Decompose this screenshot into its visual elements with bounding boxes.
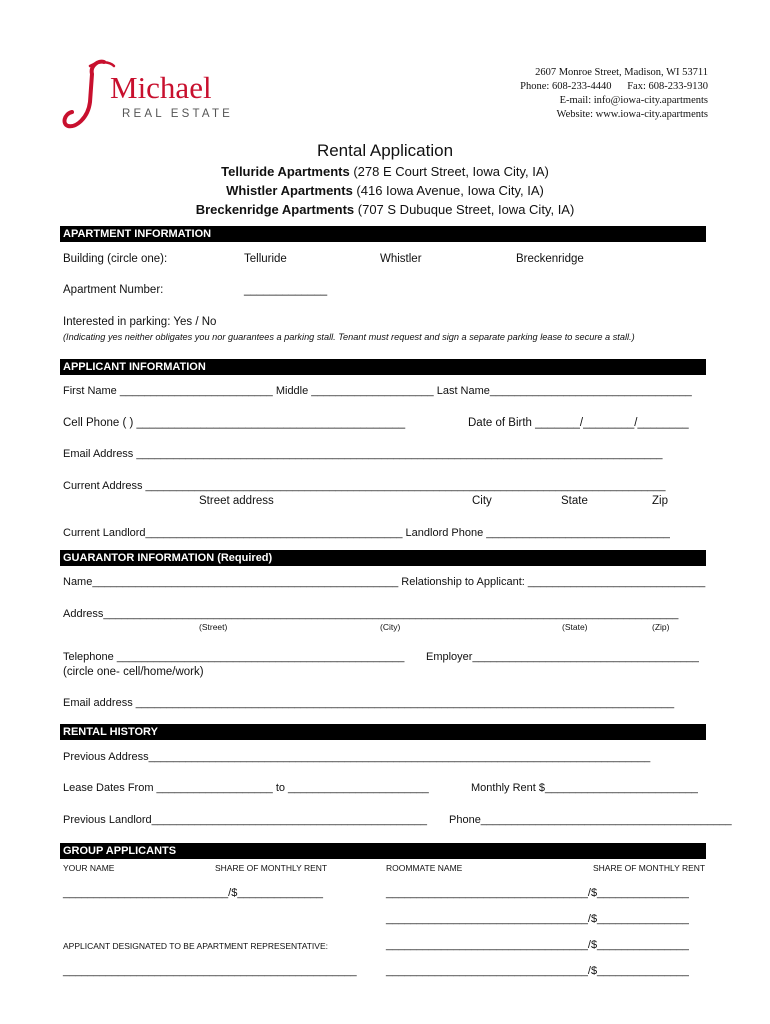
section-header-apartment: APARTMENT INFORMATION <box>60 226 706 242</box>
property-name: Breckenridge Apartments <box>195 202 355 217</box>
applicant-name-row[interactable]: First Name _________________________ Middle ____________________ Last Name_________________________________ <box>63 385 692 397</box>
building-option-whistler[interactable]: Whistler <box>380 253 422 265</box>
col-your-name: YOUR NAME <box>63 863 115 873</box>
sub-zip: Zip <box>652 495 668 507</box>
guarantor-email-field[interactable]: Email address ________________________________________________________________________________________ <box>63 697 675 709</box>
logo-name: Michael <box>110 70 212 105</box>
property-name: Telluride Apartments <box>221 164 350 179</box>
parking-question[interactable]: Interested in parking: Yes / No <box>63 316 217 328</box>
roommate-line-2[interactable]: _________________________________/$_______________ <box>386 913 689 925</box>
guarantor-sub-street: (Street) <box>199 622 228 632</box>
contact-address: 2607 Monroe Street, Madison, WI 53711 <box>535 67 708 78</box>
property-address: (707 S Dubuque Street, Iowa City, IA) <box>354 202 575 217</box>
building-option-breckenridge[interactable]: Breckenridge <box>516 253 584 265</box>
guarantor-phone-type[interactable]: (circle one- cell/home/work) <box>63 666 204 678</box>
property-address: (278 E Court Street, Iowa City, IA) <box>349 164 549 179</box>
contact-phone: Phone: 608-233-4440 <box>520 81 612 92</box>
guarantor-address-field[interactable]: Address______________________________________________________________________________________________ <box>63 608 679 620</box>
company-logo <box>60 56 250 136</box>
col-share-1: SHARE OF MONTHLY RENT <box>215 863 328 873</box>
sub-street-address: Street address <box>199 495 274 507</box>
logo-tagline: REAL ESTATE <box>122 108 234 120</box>
sub-city: City <box>472 495 492 507</box>
guarantor-sub-zip: (Zip) <box>652 622 670 632</box>
section-header-applicant: APPLICANT INFORMATION <box>60 359 706 375</box>
property-line-2 <box>0 183 770 198</box>
email-address-field[interactable]: Email Address ______________________________________________________________________________________ <box>63 448 663 460</box>
property-name: Whistler Apartments <box>226 183 353 198</box>
guarantor-sub-city: (City) <box>380 622 401 632</box>
col-roommate-name: ROOMMATE NAME <box>386 863 463 873</box>
property-address: (416 Iowa Avenue, Iowa City, IA) <box>352 183 544 198</box>
contact-fax: Fax: 608-233-9130 <box>627 81 708 92</box>
roommate-line-1[interactable]: _________________________________/$_______________ <box>386 887 689 899</box>
apartment-number-field[interactable]: _____________ <box>244 284 328 296</box>
contact-email: E-mail: info@iowa-city.apartments <box>559 95 708 106</box>
your-name-share-line[interactable]: ___________________________/$______________ <box>63 887 323 899</box>
roommate-line-3[interactable]: _________________________________/$_______________ <box>386 939 689 951</box>
monthly-rent-field[interactable]: Monthly Rent $_________________________ <box>471 782 698 794</box>
guarantor-sub-state: (State) <box>562 622 588 632</box>
contact-block <box>520 66 708 122</box>
cell-phone-field[interactable]: Cell Phone ( ) __________________________________________ <box>63 417 406 429</box>
representative-line[interactable]: ________________________________________________ <box>63 965 357 977</box>
col-share-2: SHARE OF MONTHLY RENT <box>593 863 706 873</box>
section-header-guarantor: GUARANTOR INFORMATION (Required) <box>60 550 706 566</box>
building-label: Building (circle one): <box>63 253 168 265</box>
date-of-birth-field[interactable]: Date of Birth _______/________/________ <box>468 417 689 429</box>
lease-dates-field[interactable]: Lease Dates From ___________________ to _______________________ <box>63 782 429 794</box>
guarantor-employer-field[interactable]: Employer_____________________________________ <box>426 651 699 663</box>
apartment-number-label: Apartment Number: <box>63 284 164 296</box>
representative-label: APPLICANT DESIGNATED TO BE APARTMENT REPRESENTATIVE: <box>63 941 328 951</box>
current-address-field[interactable]: Current Address _____________________________________________________________________________________ <box>63 480 666 492</box>
previous-landlord-phone-field[interactable]: Phone_________________________________________ <box>449 814 732 826</box>
guarantor-name-row[interactable]: Name__________________________________________________ Relationship to Applicant: _____________________________ <box>63 576 706 588</box>
building-option-telluride[interactable]: Telluride <box>244 253 287 265</box>
contact-phone-fax <box>520 80 708 94</box>
sub-state: State <box>561 495 588 507</box>
section-header-rental-history: RENTAL HISTORY <box>60 724 706 740</box>
parking-note: (Indicating yes neither obligates you nor guarantees a parking stall. Tenant must request and sign a separate parking lease to secure a stall.) <box>63 332 635 342</box>
previous-landlord-field[interactable]: Previous Landlord_____________________________________________ <box>63 814 427 826</box>
previous-address-field[interactable]: Previous Address__________________________________________________________________________________ <box>63 751 651 763</box>
contact-website: Website: www.iowa-city.apartments <box>556 109 708 120</box>
roommate-line-4[interactable]: _________________________________/$_______________ <box>386 965 689 977</box>
property-line-3 <box>0 202 770 217</box>
section-header-group: GROUP APPLICANTS <box>60 843 706 859</box>
current-landlord-row[interactable]: Current Landlord__________________________________________ Landlord Phone ______________________________ <box>63 527 670 539</box>
property-line-1 <box>0 164 770 179</box>
guarantor-telephone-field[interactable]: Telephone _______________________________________________ <box>63 651 405 663</box>
page-title: Rental Application <box>316 141 454 160</box>
